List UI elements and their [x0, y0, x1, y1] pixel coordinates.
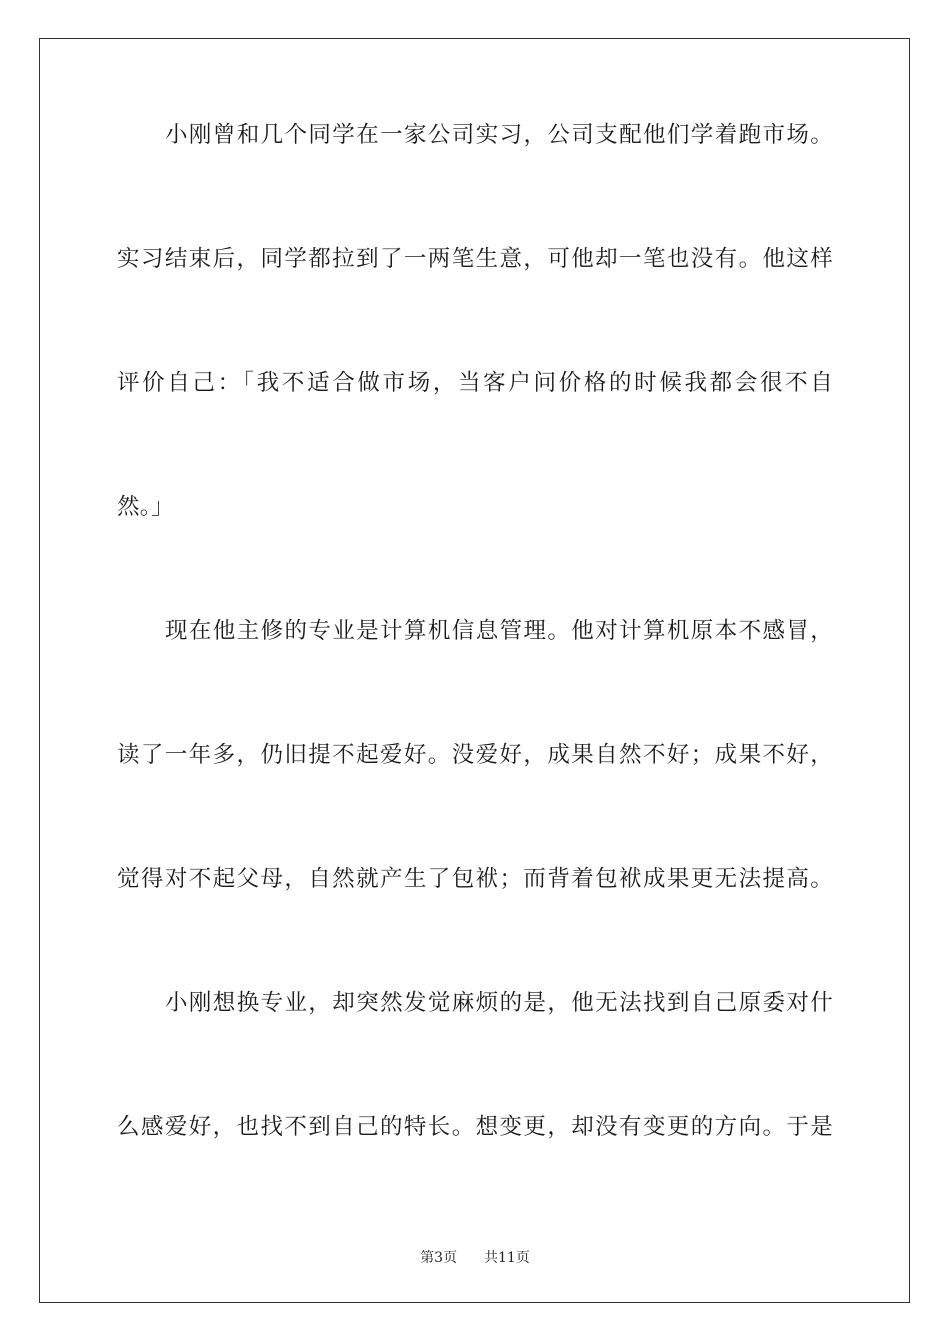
page-total: 共11页: [484, 1250, 530, 1266]
text-line-2: 实习结束后，同学都拉到了一两笔生意，可他却一笔也没有。他这样: [117, 246, 833, 272]
text-line-6: 读了一年多，仍旧提不起爱好。没爱好，成果自然不好；成果不好，: [117, 742, 833, 768]
text-line-1: 小刚曾和几个同学在一家公司实习，公司支配他们学着跑市场。: [165, 122, 833, 148]
document-body: [117, 120, 833, 1236]
text-line-7: 觉得对不起父母，自然就产生了包袱；而背着包袱成果更无法提高。: [117, 866, 833, 892]
text-line-8: 小刚想换专业，却突然发觉麻烦的是，他无法找到自己原委对什: [165, 990, 833, 1016]
text-line-9: 么感爱好，也找不到自己的特长。想变更，却没有变更的方向。于是: [117, 1114, 833, 1140]
page-number: 第3页: [420, 1250, 458, 1266]
text-line-4: 然。」: [117, 494, 174, 520]
text-line-3: 评价自己：「我不适合做市场，当客户问价格的时候我都会很不自: [117, 370, 833, 396]
page-footer: [0, 1247, 950, 1267]
text-line-5: 现在他主修的专业是计算机信息管理。他对计算机原本不感冒，: [165, 618, 833, 644]
